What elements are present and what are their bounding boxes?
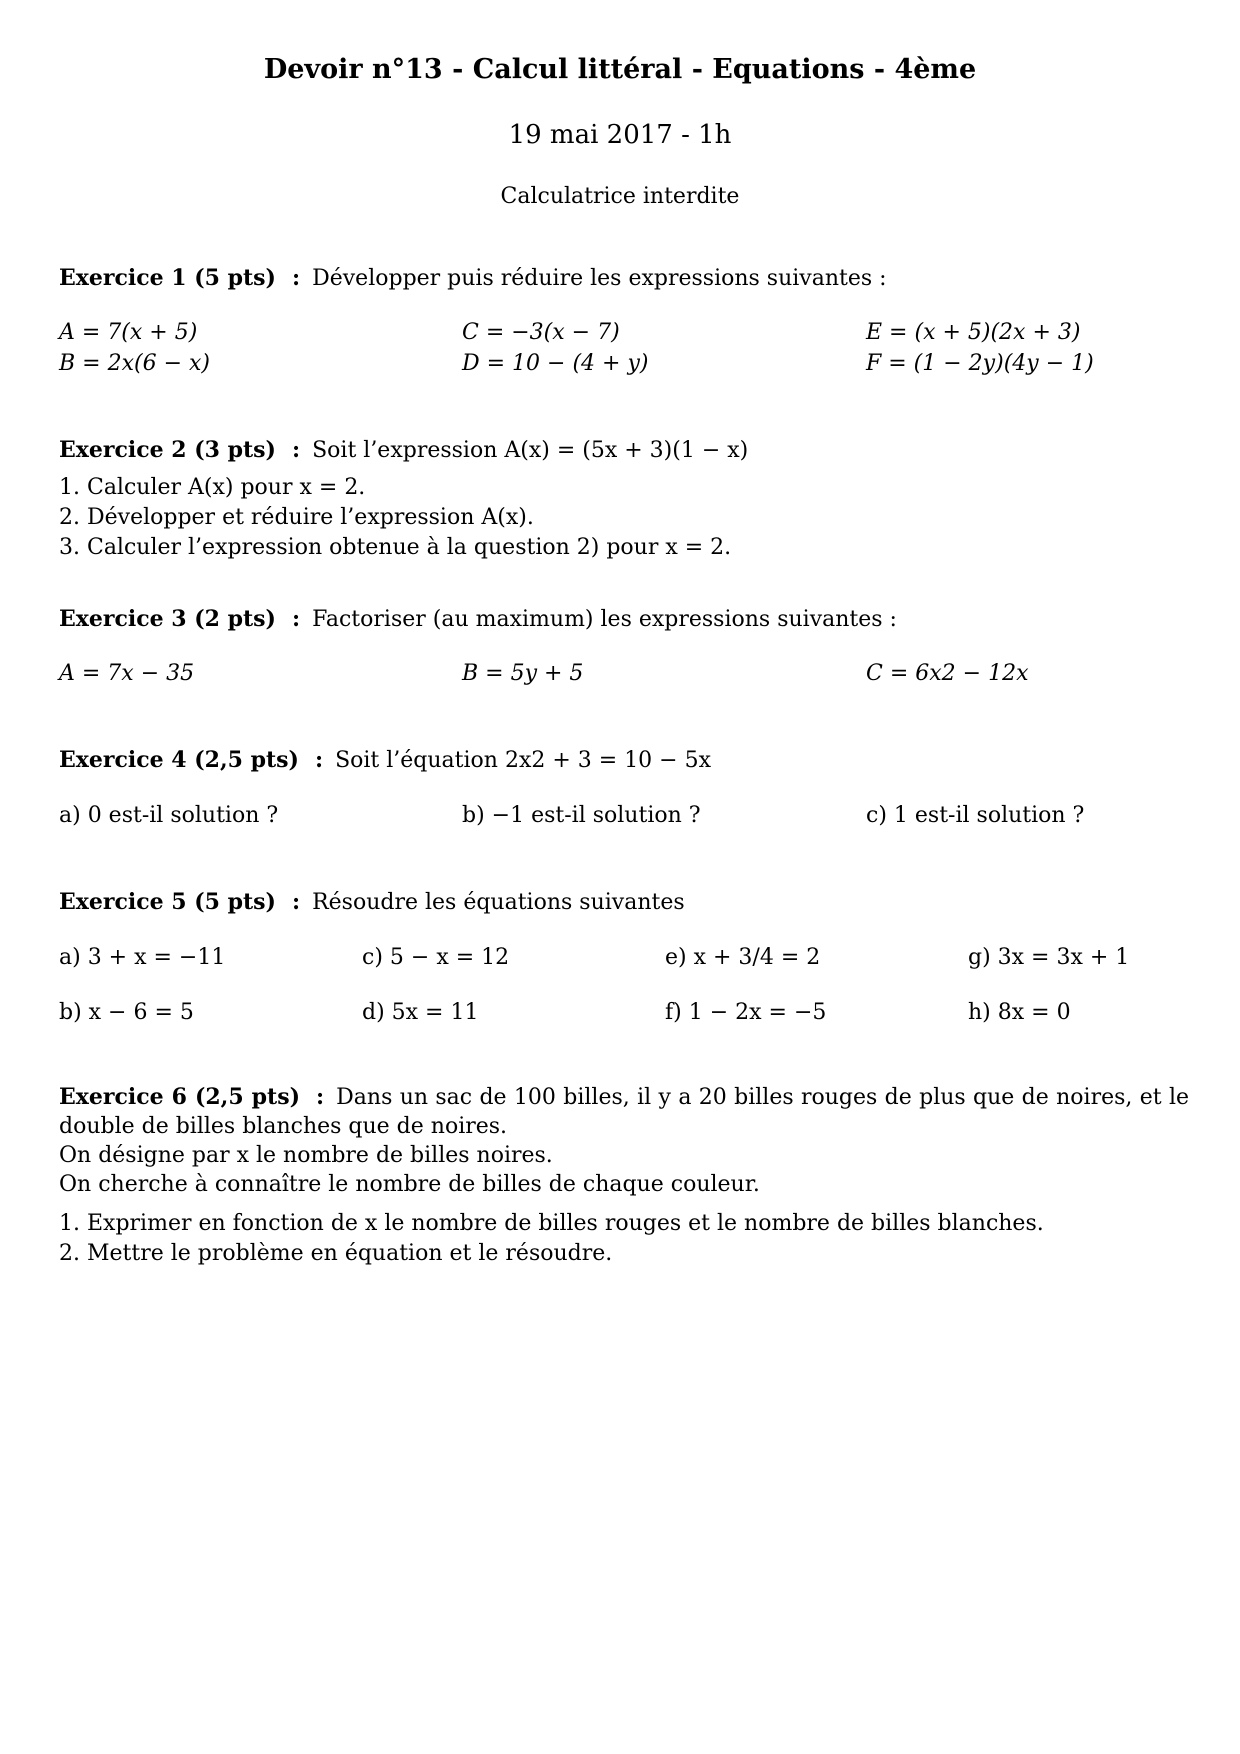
ex3-expression-b: B = 5y + 5 (462, 661, 584, 686)
ex2-item-1: 1. Calculer A(x) pour x = 2. (59, 475, 366, 500)
ex1-expression-e: E = (x + 5)(2x + 3) (866, 320, 1081, 345)
document-date: 19 mai 2017 - 1h (508, 120, 732, 150)
exercise-3-instruction: Factoriser (au maximum) les expressions suivantes : (312, 607, 897, 632)
ex3-expression-a: A = 7x − 35 (59, 661, 195, 686)
ex5-equation-h: h) 8x = 0 (968, 1000, 1071, 1025)
exercise-3-heading: Exercice 3 (2 pts) (59, 606, 276, 632)
exercise-5-header: Exercice 5 (5 pts) : Résoudre les équations suivantes (59, 889, 685, 915)
ex5-equation-f: f) 1 − 2x = −5 (665, 1000, 827, 1025)
exercise-4-header: Exercice 4 (2,5 pts) : Soit l’équation 2x2 + 3 = 10 − 5x (59, 747, 712, 773)
ex1-expression-f: F = (1 − 2y)(4y − 1) (866, 351, 1094, 376)
exercise-2-header: Exercice 2 (3 pts) : Soit l’expression A(x) = (5x + 3)(1 − x) (59, 437, 749, 463)
ex6-line-2: On désigne par x le nombre de billes noires. (59, 1143, 553, 1168)
ex6-item-2: 2. Mettre le problème en équation et le résoudre. (59, 1241, 613, 1266)
ex2-item-2: 2. Développer et réduire l’expression A(x). (59, 505, 534, 530)
ex4-question-c: c) 1 est-il solution ? (866, 803, 1085, 828)
ex2-item-3: 3. Calculer l’expression obtenue à la question 2) pour x = 2. (59, 535, 732, 560)
ex1-expression-c: C = −3(x − 7) (462, 320, 620, 345)
exercise-1-instruction: Développer puis réduire les expressions suivantes : (312, 266, 887, 291)
ex5-equation-e: e) x + 3/4 = 2 (665, 945, 821, 970)
ex1-expression-d: D = 10 − (4 + y) (462, 351, 649, 376)
ex5-equation-d: d) 5x = 11 (362, 1000, 479, 1025)
exercise-4-intro: Soit l’équation 2x2 + 3 = 10 − 5x (335, 748, 712, 773)
ex5-equation-c: c) 5 − x = 12 (362, 945, 510, 970)
exercise-2-heading: Exercice 2 (3 pts) (59, 437, 276, 463)
calculator-note: Calculatrice interdite (500, 184, 740, 209)
ex4-question-a: a) 0 est-il solution ? (59, 803, 279, 828)
ex5-equation-g: g) 3x = 3x + 1 (968, 945, 1130, 970)
exercise-6-heading: Exercice 6 (2,5 pts) (59, 1084, 301, 1110)
exercise-4-heading: Exercice 4 (2,5 pts) (59, 747, 299, 773)
ex4-question-b: b) −1 est-il solution ? (462, 803, 701, 828)
ex5-equation-a: a) 3 + x = −11 (59, 945, 226, 970)
ex1-expression-a: A = 7(x + 5) (59, 320, 198, 345)
exercise-2-intro: Soit l’expression A(x) = (5x + 3)(1 − x) (312, 438, 749, 463)
ex6-line-3: On cherche à connaître le nombre de billes de chaque couleur. (59, 1172, 760, 1197)
ex6-item-1: 1. Exprimer en fonction de x le nombre de billes rouges et le nombre de billes blanches. (59, 1211, 1044, 1236)
document-title: Devoir n°13 - Calcul littéral - Equations - 4ème (263, 54, 977, 85)
exercise-1-header: Exercice 1 (5 pts) : Développer puis réduire les expressions suivantes : (59, 265, 887, 291)
ex1-expression-b: B = 2x(6 − x) (59, 351, 210, 376)
exercise-6-paragraph: Exercice 6 (2,5 pts) : Dans un sac de 100 billes, il y a 20 billes rouges de plus que de noires, et le double de billes blanches que de noires. (59, 1084, 1190, 1139)
ex3-expression-c: C = 6x2 − 12x (866, 661, 1029, 686)
exercise-5-instruction: Résoudre les équations suivantes (312, 890, 685, 915)
exercise-6-intro: Dans un sac de 100 billes, il y a 20 billes rouges de plus que de noires, et le double de billes blanches que de noires. (59, 1085, 1190, 1139)
exercise-3-header: Exercice 3 (2 pts) : Factoriser (au maximum) les expressions suivantes : (59, 606, 897, 632)
exercise-1-heading: Exercice 1 (5 pts) (59, 265, 276, 291)
ex5-equation-b: b) x − 6 = 5 (59, 1000, 194, 1025)
exercise-5-heading: Exercice 5 (5 pts) (59, 889, 276, 915)
